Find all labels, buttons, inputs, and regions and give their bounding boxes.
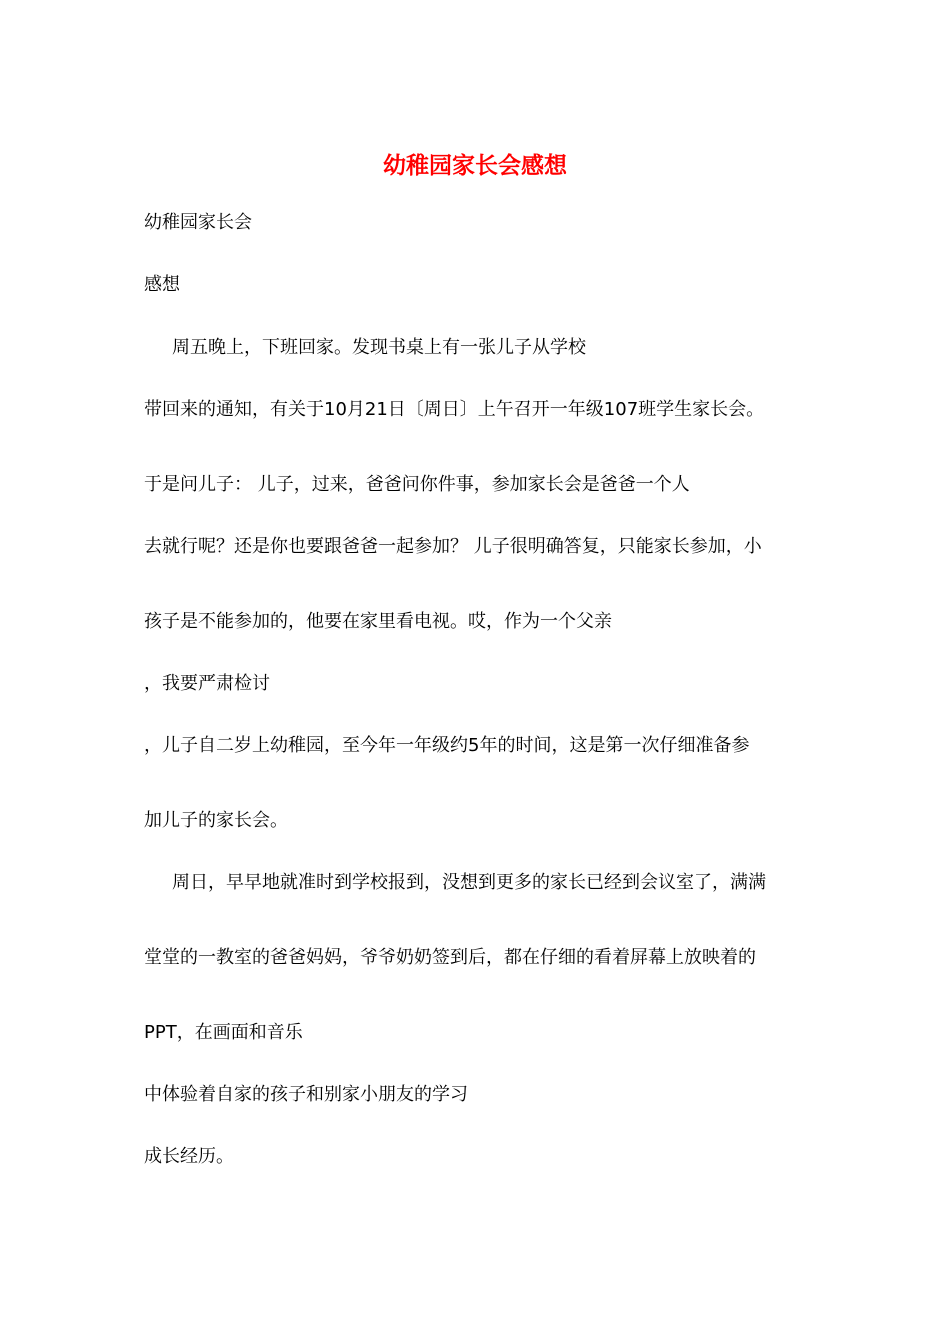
- text-line: 孩子是不能参加的，他要在家里看电视。哎，作为一个父亲: [144, 611, 612, 632]
- text-line: 带回来的通知，有关于10月21日〔周日〕上午召开一年级107班学生家长会。: [144, 399, 765, 420]
- text-line: 堂堂的一教室的爸爸妈妈，爷爷奶奶签到后，都在仔细的看着屏幕上放映着的: [144, 947, 756, 968]
- text-line: 中体验着自家的孩子和别家小朋友的学习: [144, 1084, 468, 1105]
- document-title: 幼稚园家长会感想: [383, 152, 567, 179]
- paragraph-start-line: 周日，早早地就准时到学校报到，没想到更多的家长已经到会议室了，满满: [172, 872, 766, 893]
- text-line: 成长经历。: [144, 1146, 234, 1167]
- text-line: 于是问儿子： 儿子，过来，爸爸问你件事，参加家长会是爸爸一个人: [144, 474, 690, 495]
- text-line: ，我要严肃检讨: [144, 673, 270, 694]
- text-line: 去就行呢？还是你也要跟爸爸一起参加？ 儿子很明确答复，只能家长参加，小: [144, 536, 762, 557]
- text-line: 加儿子的家长会。: [144, 810, 288, 831]
- text-line: PPT，在画面和音乐: [144, 1022, 303, 1043]
- text-line: 幼稚园家长会: [144, 212, 252, 233]
- paragraph-start-line: 周五晚上，下班回家。发现书桌上有一张儿子从学校: [172, 337, 586, 358]
- text-line: ，儿子自二岁上幼稚园，至今年一年级约5年的时间，这是第一次仔细准备参: [144, 735, 750, 756]
- text-line: 感想: [144, 274, 180, 295]
